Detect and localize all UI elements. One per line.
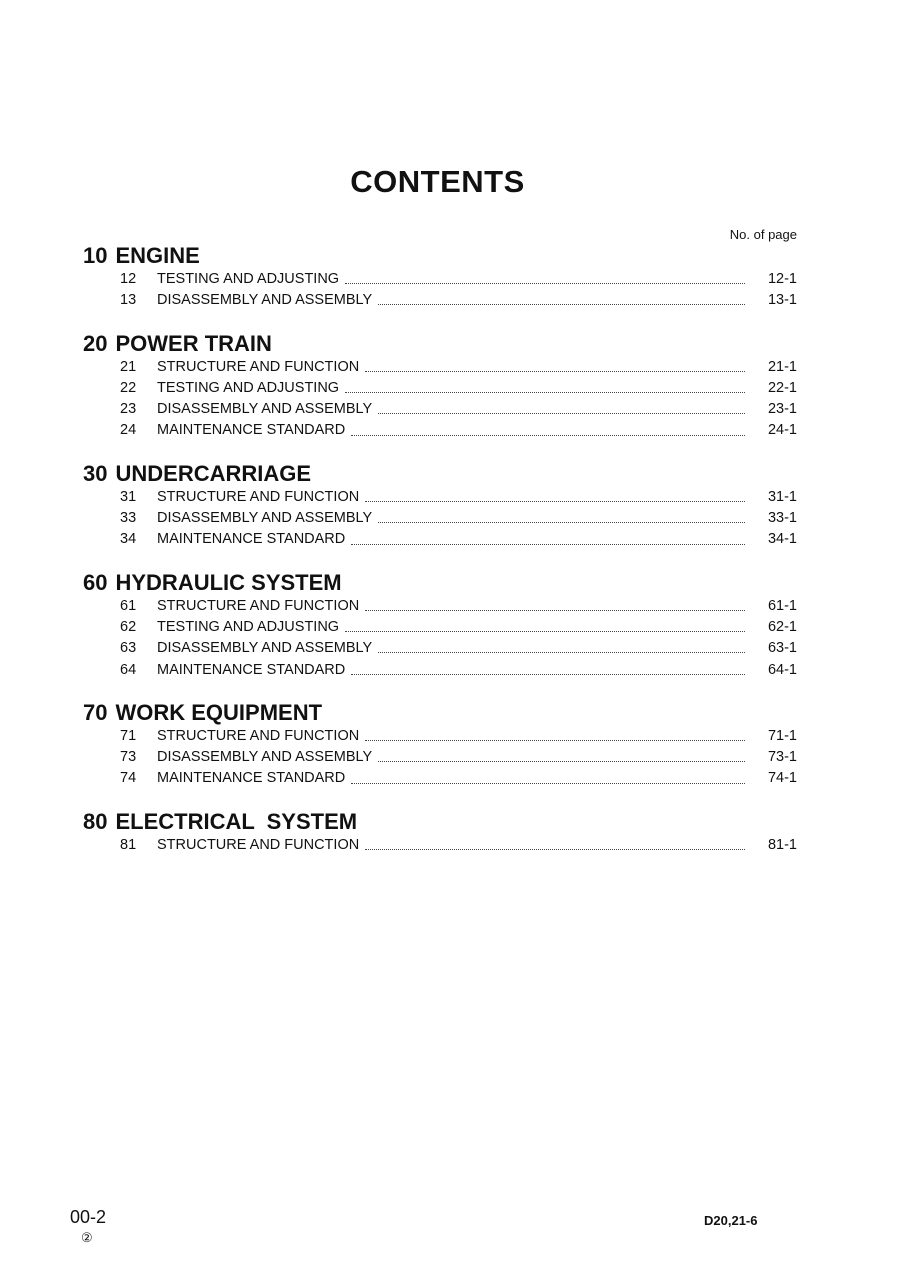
toc-entry[interactable] <box>83 290 797 311</box>
toc-entry[interactable] <box>83 399 797 420</box>
toc-section <box>83 809 797 856</box>
entry-title: DISASSEMBLY AND ASSEMBLY <box>157 640 373 657</box>
entry-title: STRUCTURE AND FUNCTION <box>157 597 360 614</box>
toc-entry[interactable] <box>83 747 797 768</box>
toc-section <box>83 570 797 681</box>
toc-entry[interactable] <box>83 638 797 659</box>
dot-leader <box>351 783 745 784</box>
entry-number: 61 <box>120 597 137 614</box>
entry-title: MAINTENANCE STANDARD <box>157 770 346 787</box>
dot-leader <box>365 849 745 850</box>
entry-page: 23-1 <box>767 401 797 418</box>
dot-leader <box>378 522 745 523</box>
entry-page: 63-1 <box>767 640 797 657</box>
section-heading[interactable] <box>83 331 797 357</box>
entry-title: DISASSEMBLY AND ASSEMBLY <box>157 292 373 309</box>
entry-title: MAINTENANCE STANDARD <box>157 422 346 439</box>
entry-page: 34-1 <box>767 531 797 548</box>
toc-entry[interactable] <box>83 596 797 617</box>
section-title: ENGINE <box>115 243 200 268</box>
toc-entry[interactable] <box>83 420 797 441</box>
entry-number: 31 <box>120 488 137 505</box>
entry-title: DISASSEMBLY AND ASSEMBLY <box>157 401 373 418</box>
dot-leader <box>345 392 745 393</box>
toc-entry[interactable] <box>83 378 797 399</box>
toc-section <box>83 331 797 442</box>
entry-title: TESTING AND ADJUSTING <box>157 271 340 287</box>
entry-page: 64-1 <box>767 661 797 678</box>
dot-leader <box>345 631 745 632</box>
entry-number: 12 <box>120 271 137 287</box>
entry-number: 64 <box>120 661 137 678</box>
entry-page: 61-1 <box>767 597 797 614</box>
section-number: 80 <box>83 808 108 834</box>
dot-leader <box>378 652 745 653</box>
toc-entry[interactable] <box>83 269 797 290</box>
entry-number: 71 <box>120 727 137 744</box>
toc-section <box>83 700 797 790</box>
section-number: 70 <box>83 699 108 725</box>
toc-entry[interactable] <box>83 835 797 856</box>
dot-leader <box>378 761 745 762</box>
entry-page: 22-1 <box>767 379 797 396</box>
entry-title: STRUCTURE AND FUNCTION <box>157 727 360 744</box>
entry-number: 33 <box>120 510 137 527</box>
page-column-header: No. of page <box>729 227 797 242</box>
dot-leader <box>351 674 745 675</box>
entry-page: 12-1 <box>767 271 797 287</box>
entry-number: 34 <box>120 531 137 548</box>
section-title: POWER TRAIN <box>115 330 272 356</box>
dot-leader <box>365 740 745 741</box>
entry-number: 23 <box>120 401 137 418</box>
section-heading[interactable] <box>83 700 797 726</box>
entry-number: 24 <box>120 422 137 439</box>
toc-entry[interactable] <box>83 768 797 789</box>
entry-page: 62-1 <box>767 618 797 635</box>
footer-model-number: D20,21-6 <box>704 1213 758 1228</box>
entry-title: STRUCTURE AND FUNCTION <box>157 358 360 375</box>
entry-title: MAINTENANCE STANDARD <box>157 661 346 678</box>
dot-leader <box>378 304 745 305</box>
section-heading[interactable] <box>83 461 797 487</box>
section-heading[interactable] <box>83 570 797 596</box>
table-of-contents <box>83 243 797 856</box>
entry-number: 73 <box>120 749 137 766</box>
section-title: ELECTRICAL SYSTEM <box>115 808 358 834</box>
entry-page: 73-1 <box>767 749 797 766</box>
revision-mark: ② <box>81 1230 93 1245</box>
entry-number: 22 <box>120 379 137 396</box>
entry-title: STRUCTURE AND FUNCTION <box>157 836 360 853</box>
entry-page: 33-1 <box>767 510 797 527</box>
toc-entry[interactable] <box>83 617 797 638</box>
entry-page: 24-1 <box>767 422 797 439</box>
entry-page: 31-1 <box>767 488 797 505</box>
toc-entry[interactable] <box>83 487 797 508</box>
toc-entry[interactable] <box>83 726 797 747</box>
dot-leader <box>365 371 745 372</box>
section-title: HYDRAULIC SYSTEM <box>115 569 342 595</box>
dot-leader <box>351 435 745 436</box>
dot-leader <box>365 610 745 611</box>
toc-section <box>83 461 797 551</box>
toc-entry[interactable] <box>83 660 797 681</box>
page-title: CONTENTS <box>350 163 525 199</box>
entry-page: 21-1 <box>767 358 797 375</box>
section-number: 20 <box>83 330 108 356</box>
entry-title: MAINTENANCE STANDARD <box>157 531 346 548</box>
entry-title: STRUCTURE AND FUNCTION <box>157 488 360 505</box>
entry-title: TESTING AND ADJUSTING <box>157 618 340 635</box>
entry-title: DISASSEMBLY AND ASSEMBLY <box>157 749 373 766</box>
section-heading[interactable] <box>83 243 797 269</box>
footer-page-number: 00-2 <box>70 1207 107 1227</box>
entry-number: 62 <box>120 618 137 635</box>
section-number: 30 <box>83 460 108 486</box>
section-heading[interactable] <box>83 809 797 835</box>
dot-leader <box>345 283 745 284</box>
entry-number: 81 <box>120 836 137 853</box>
toc-section <box>83 243 797 312</box>
entry-title: TESTING AND ADJUSTING <box>157 379 340 396</box>
dot-leader <box>365 501 745 502</box>
toc-entry[interactable] <box>83 529 797 550</box>
toc-entry[interactable] <box>83 357 797 378</box>
entry-page: 71-1 <box>767 727 797 744</box>
entry-number: 13 <box>120 292 137 309</box>
dot-leader <box>351 544 745 545</box>
entry-page: 13-1 <box>767 292 797 309</box>
section-number: 10 <box>83 243 108 268</box>
entry-page: 74-1 <box>767 770 797 787</box>
section-title: WORK EQUIPMENT <box>115 699 323 725</box>
entry-number: 74 <box>120 770 137 787</box>
entry-number: 21 <box>120 358 137 375</box>
entry-page: 81-1 <box>767 836 797 853</box>
entry-number: 63 <box>120 640 137 657</box>
section-title: UNDERCARRIAGE <box>115 460 312 486</box>
section-number: 60 <box>83 569 108 595</box>
entry-title: DISASSEMBLY AND ASSEMBLY <box>157 510 373 527</box>
toc-entry[interactable] <box>83 508 797 529</box>
dot-leader <box>378 413 745 414</box>
